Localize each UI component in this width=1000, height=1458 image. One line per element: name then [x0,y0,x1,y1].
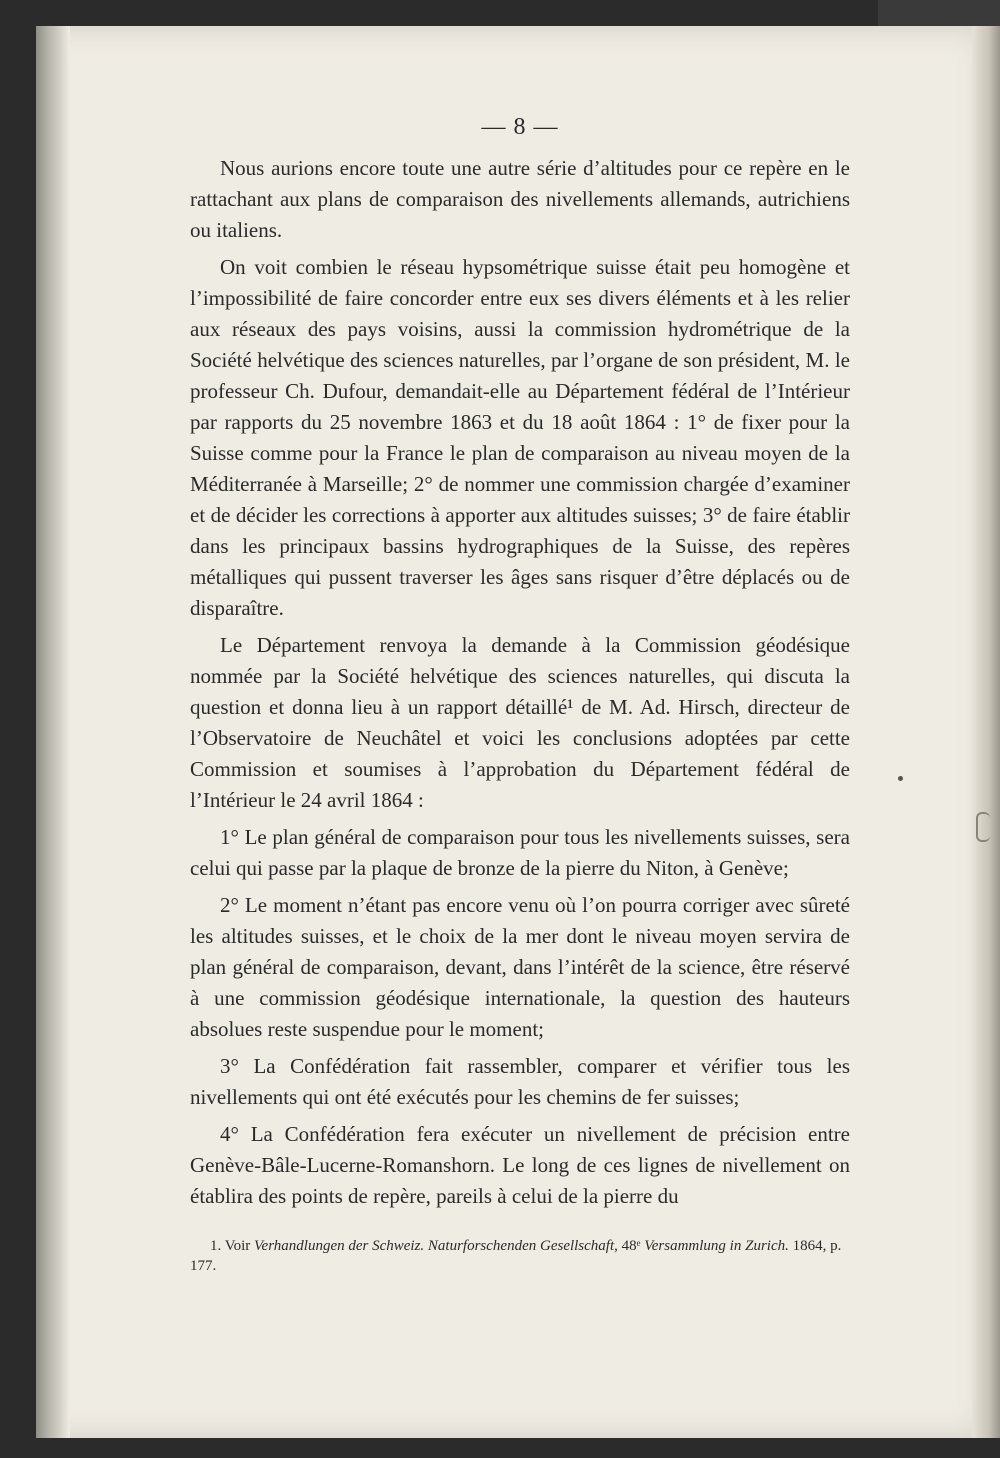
footnote-title: Verhandlungen der Schweiz. Naturforschenden Gesellschaft [254,1238,615,1254]
footnote-prefix: 1. Voir [210,1238,255,1254]
footnote-middle: , 48ᵉ [614,1238,645,1254]
page-number: — 8 — [481,114,559,140]
conclusion-1: 1° Le plan général de comparaison pour tous les nivellements suisses, sera celui qui passe par la plaque de bronze de la pierre du Niton, à Genève; [190,825,850,880]
conclusion-3: 3° La Confédération fait rassembler, comparer et vérifier tous les nivellements qui ont été exécutés pour les chemins de fer suisses; [190,1054,850,1109]
paragraph-2: On voit combien le réseau hypsométrique suisse était peu homogène et l’impossibilité de faire concorder entre eux ses divers éléments et à les relier aux réseaux des pays voisins, aussi la commission hydrométrique de la Société helvétique des sciences naturelles, par l’organe de son président, M. le professeur Ch. Dufour, demandait-elle au Département fédéral de l’Intérieur par rapports du 25 novembre 1863 et du 18 août 1864 : 1° de fixer pour la Suisse comme pour la France le plan de comparaison au niveau moyen de la Méditerranée à Marseille; 2° de nommer une commission chargée d’examiner et de décider les corrections à apporter aux altitudes suisses; 3° de faire établir dans les principaux bassins hydrographiques de la Suisse, des repères métalliques qui pussent traverser les âges sans risquer d’être déplacés ou de disparaître. [190,255,850,620]
footnote [190,1236,850,1276]
ink-dot-mark [898,776,903,781]
conclusion-4: 4° La Confédération fera exécuter un nivellement de précision entre Genève-Bâle-Lucerne-Romanshorn. Le long de ces lignes de nivellement on établira des points de repère, pareils à celui de la pierre du [190,1122,850,1208]
scan-corner-strip [878,0,1000,26]
page-right-edge [972,26,1000,1438]
paragraph-3: Le Département renvoya la demande à la Commission géodésique nommée par la Société helvétique des sciences naturelles, qui discuta la question et donna lieu à un rapport détaillé¹ de M. Ad. Hirsch, directeur de l’Observatoire de Neuchâtel et voici les conclusions adoptées par cette Commission et soumises à l’approbation du Département fédéral de l’Intérieur le 24 avril 1864 : [190,633,850,812]
paragraph-1: Nous aurions encore toute une autre série d’altitudes pour ce repère en le rattachant aux plans de comparaison des nivellements allemands, autrichiens ou italiens. [190,156,850,242]
page-binding [36,26,70,1438]
page-edge-mark [976,812,990,842]
conclusion-2: 2° Le moment n’étant pas encore venu où l’on pourra corriger avec sûreté les altitudes suisses, et le choix de la mer dont le niveau moyen servira de plan général de comparaison, devant, dans l’intérêt de la science, être réservé à une commission géodésique internationale, la question des hauteurs absolues reste suspendue pour le moment; [190,893,850,1041]
footnote-suffix: 1864, p. 177. [190,1238,842,1274]
page-body [190,112,850,1218]
footnote-meeting: Versammlung in Zurich. [644,1238,789,1254]
